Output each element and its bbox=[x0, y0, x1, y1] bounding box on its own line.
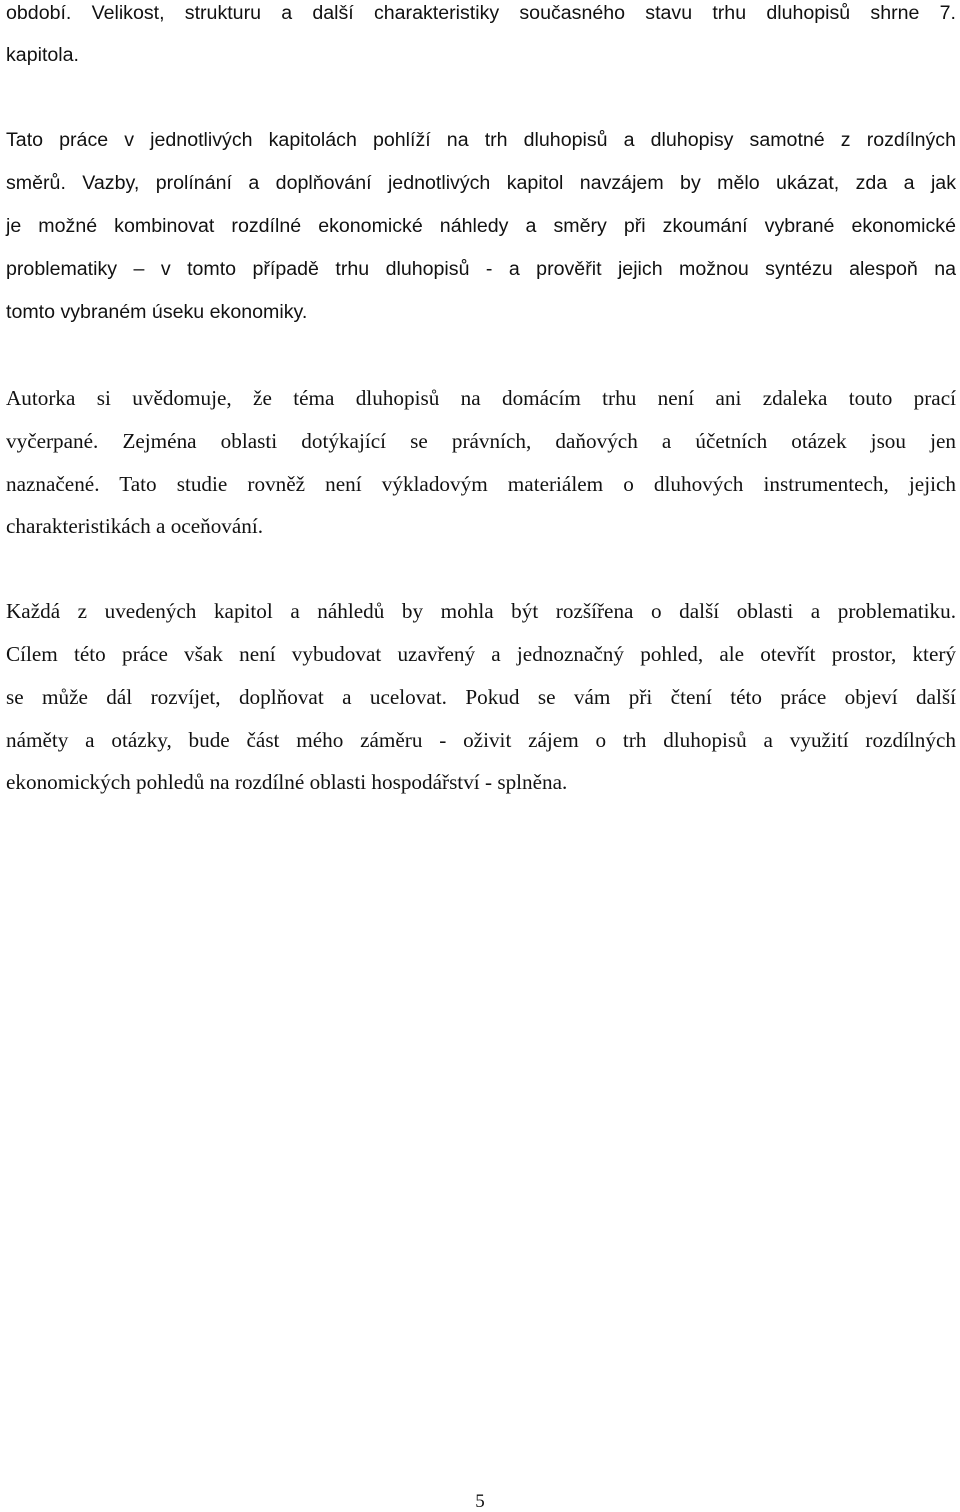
paragraph-2-line-4: problematiky – v tomto případě trhu dluhopisů - a prověřit jejich možnou syntézu alespoň na bbox=[6, 258, 956, 280]
paragraph-2-line-1: Tato práce v jednotlivých kapitolách pohlíží na trh dluhopisů a dluhopisy samotné z rozdílných bbox=[6, 129, 956, 151]
paragraph-1-line-2: kapitola. bbox=[6, 44, 79, 66]
paragraph-1-line-1: období. Velikost, strukturu a další charakteristiky současného stavu trhu dluhopisů shrne 7. bbox=[6, 2, 956, 24]
paragraph-2-line-3: je možné kombinovat rozdílné ekonomické náhledy a směry při zkoumání vybrané ekonomické bbox=[6, 215, 956, 237]
paragraph-4-line-2: Cílem této práce však není vybudovat uzavřený a jednoznačný pohled, ale otevřít prostor, který bbox=[6, 642, 956, 666]
paragraph-4-line-3: se může dál rozvíjet, doplňovat a ucelovat. Pokud se vám při čtení této práce objeví další bbox=[6, 685, 956, 709]
paragraph-4-line-4: náměty a otázky, bude část mého záměru - oživit zájem o trh dluhopisů a využití rozdílných bbox=[6, 728, 956, 752]
paragraph-3-line-2: vyčerpané. Zejména oblasti dotýkající se právních, daňových a účetních otázek jsou jen bbox=[6, 429, 956, 453]
page-number: 5 bbox=[475, 1491, 485, 1512]
paragraph-2-line-5: tomto vybraném úseku ekonomiky. bbox=[6, 301, 308, 323]
paragraph-2-line-2: směrů. Vazby, prolínání a doplňování jednotlivých kapitol navzájem by mělo ukázat, zda a jak bbox=[6, 172, 956, 194]
paragraph-3-line-1: Autorka si uvědomuje, že téma dluhopisů na domácím trhu není ani zdaleka touto prací bbox=[6, 386, 956, 410]
paragraph-4-line-5: ekonomických pohledů na rozdílné oblasti hospodářství - splněna. bbox=[6, 770, 568, 794]
paragraph-3-line-4: charakteristikách a oceňování. bbox=[6, 514, 264, 538]
paragraph-4-line-1: Každá z uvedených kapitol a náhledů by mohla být rozšířena o další oblasti a problematiku. bbox=[6, 599, 956, 623]
paragraph-3-line-3: naznačené. Tato studie rovněž není výkladovým materiálem o dluhových instrumentech, jejich bbox=[6, 472, 956, 496]
